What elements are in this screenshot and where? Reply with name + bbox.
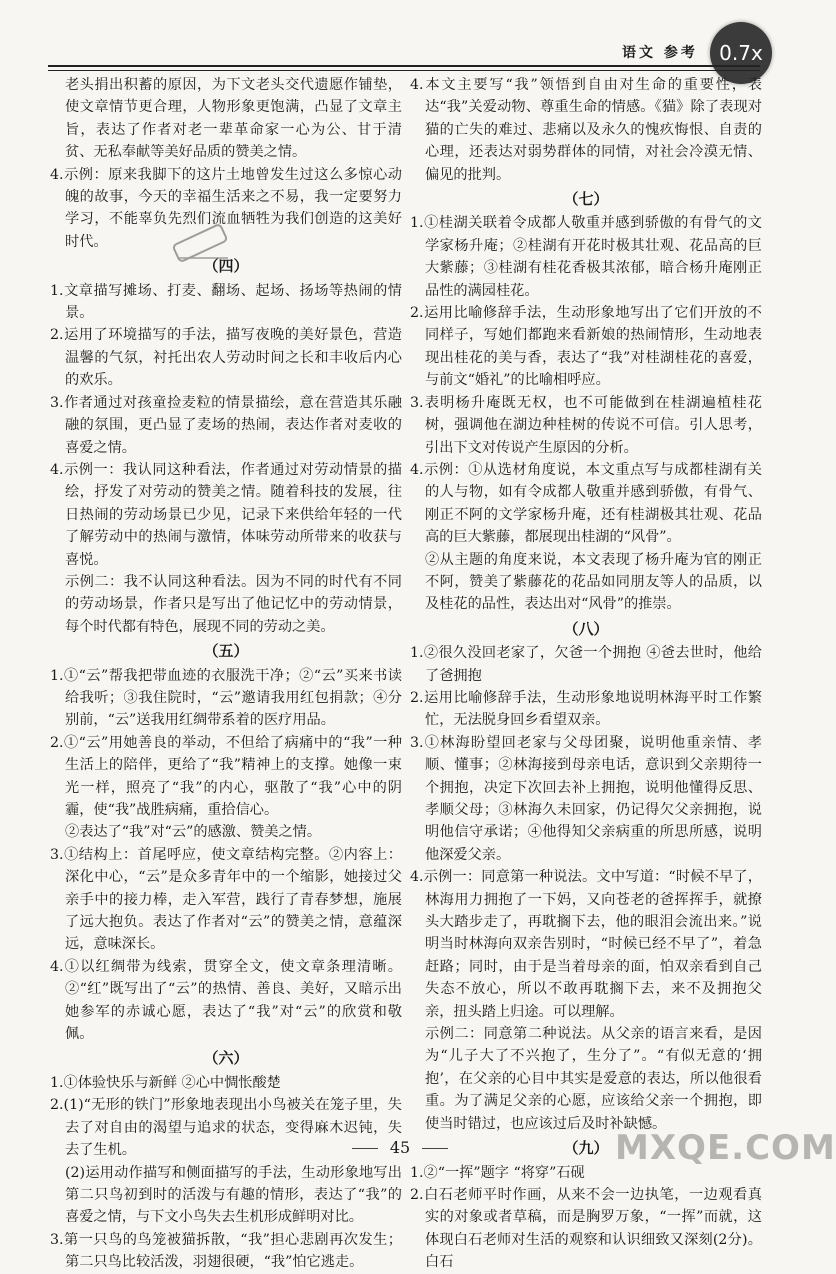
answer-paragraph: 4.示例一：我认同这种看法，作者通过对劳动情景的描绘，抒发了对劳动的赞美之情。随着科技的发展，往日热闹的劳动场景已少见，记录下来供给年轻的一代了解劳动中的热闹与激情，体味劳动所带来的收获与喜悦。 bbox=[50, 461, 402, 568]
answer-paragraph: 4.示例：原来我脚下的这片土地曾发生过这么多惊心动魄的故事，今天的幸福生活来之不易，我一定要努力学习，不能辜负先烈们流血牺牲为我们创造的这美好时代。 bbox=[50, 166, 402, 250]
answer-paragraph: 3.第一只鸟的鸟笼被猫拆散，“我”担心悲剧再次发生；第二只鸟比较活泼，羽翅很硬，“我”怕它逃走。 bbox=[50, 1231, 402, 1271]
site-watermark: MXQE.COM bbox=[615, 1128, 836, 1168]
section-heading: （八） bbox=[563, 619, 609, 638]
section-heading: （四） bbox=[203, 257, 249, 276]
section-heading: （九） bbox=[563, 1139, 609, 1158]
answer-paragraph: 4.①以红绸带为线索，贯穿全文，使文章条理清晰。②“红”既写出了“云”的热情、善良、美好，又暗示出她参军的赤诚心愿，表达了“我”对“云”的欣赏和敬佩。 bbox=[50, 958, 402, 1043]
page-number-value: 45 bbox=[389, 1138, 411, 1157]
answer-paragraph: 2.运用比喻修辞手法，生动形象地写出了它们开放的不同样子，写她们都跑来看新娘的热闹情形，生动地表现出桂花的美与香，表达了“我”对桂湖桂花的喜爱，与前文“婚礼”的比喻相呼应。 bbox=[410, 305, 762, 389]
answer-paragraph: (2)运用动作描写和侧面描写的手法，生动形象地写出第二只鸟初到时的活泼与有趣的情形，表达了“我”的喜爱之情，与下文小鸟失去生机形成鲜明对比。 bbox=[65, 1164, 402, 1226]
answer-paragraph: 2.运用了环境描写的手法，描写夜晚的美好景色，营造温馨的气氛，衬托出农人劳动时间之长和丰收后内心的欢乐。 bbox=[50, 327, 402, 389]
section-heading: （五） bbox=[203, 642, 249, 661]
answer-paragraph: ②从主题的角度来说，本文表现了杨升庵为官的刚正不阿，赞美了紫藤花的花品如同朋友等人的品质，以及桂花的品性，表达出对“风骨”的推崇。 bbox=[425, 551, 762, 613]
header-rule bbox=[48, 65, 760, 71]
answer-paragraph: 1.文章描写摊场、打麦、翻场、起场、扬场等热闹的情景。 bbox=[50, 282, 402, 322]
section-heading: （七） bbox=[563, 190, 609, 209]
answer-paragraph: 老头捐出积蓄的原因，为下文老头交代遗愿作铺垫，使文章情节更合理，人物形象更饱满，凸显了文章主旨，表达了作者对老一辈革命家一心为公、甘于清贫、无私奉献等美好品质的赞美之情。 bbox=[65, 77, 402, 161]
answer-paragraph: 2.白石老师平时作画，从来不会一边执笔，一边观看真实的对象或者草稿，而是胸罗万象，“一挥”而就，这体现白石老师对生活的观察和认识细致又深刻(2分)。白石 bbox=[410, 1186, 762, 1271]
section-heading: （六） bbox=[203, 1049, 249, 1068]
answer-paragraph: 4.示例：①从选材角度说，本文重点写与成都桂湖有关的人与物，如有令成都人敬重并感到骄傲，有骨气、刚正不阿的文学家杨升庵，还有桂湖极其壮观、花品高的巨大紫藤，都展现出桂湖的“风骨”。 bbox=[410, 461, 762, 546]
answer-paragraph: 4.示例一：同意第一种说法。文中写道：“时候不早了，林海用力拥抱了一下妈，又向苍老的爸挥挥手，就撩头大踏步走了，再耽搁下去，他的眼泪会流出来。”说明当时林海向双亲告别时，“时候已经不早了”，着急赶路；同时，由于是当着母亲的面，怕双亲看到自己失态不放心，所以不敢再耽搁下去，来不及拥抱父亲，扭头踏上归途。可以理解。 bbox=[410, 869, 762, 1020]
answer-paragraph: 3.①林海盼望回老家与父母团聚，说明他重亲情、孝顺、懂事；②林海接到母亲电话，意识到父亲期待一个拥抱，决定下次回去补上拥抱，说明他懂得反思、孝顺父母；③林海久未回家，仍记得欠父亲拥抱，说明他信守承诺；④他得知父亲病重的所思所感，说明他深爱父亲。 bbox=[410, 734, 762, 863]
answer-paragraph: 示例二：我不认同这种看法。因为不同的时代有不同的劳动场景，作者只是写出了他记忆中的劳动情景，每个时代都有特色，展现不同的劳动之美。 bbox=[65, 573, 402, 635]
answer-paragraph: 4.本文主要写“我”领悟到自由对生命的重要性，表达“我”关爱动物、尊重生命的情感。《猫》除了表现对猫的亡失的难过、悲痛以及永久的愧疚悔恨、自责的心理，还表达对弱势群体的同情，对社会冷漠无情、偏见的批判。 bbox=[410, 77, 762, 183]
answer-paragraph: 2.运用比喻修辞手法，生动形象地说明林海平时工作繁忙，无法脱身回乡看望双亲。 bbox=[410, 689, 762, 729]
answer-paragraph: 2.①“云”用她善良的举动，不但给了病痛中的“我”一种生活上的陪伴，更给了“我”精神上的支撑。她像一束光一样，照亮了“我”的内心，驱散了“我”心中的阴霾，使“我”战胜病痛，重拾信心。 bbox=[50, 734, 402, 818]
answer-paragraph: ②表达了“我”对“云”的感激、赞美之情。 bbox=[65, 824, 322, 841]
playback-speed-badge[interactable]: 0.7x bbox=[710, 22, 772, 84]
header-subject: 语文 参考 bbox=[622, 45, 698, 61]
answer-paragraph: 2.(1)“无形的铁门”形象地表现出小鸟被关在笼子里，失去了对自由的渴望与追求的状态，变得麻木迟钝，失去了生机。 bbox=[50, 1097, 402, 1159]
answer-column-left bbox=[50, 74, 402, 1274]
answer-paragraph: 1.②“一挥”题字 “将穿”石砚 bbox=[410, 1164, 585, 1181]
answer-paragraph: 1.①“云”帮我把带血迹的衣服洗干净；②“云”买来书读给我听；③我住院时，“云”邀请我用红包捐款；④分别前，“云”送我用红绸带系着的医疗用品。 bbox=[50, 667, 402, 729]
answer-paragraph: 3.①结构上：首尾呼应，使文章结构完整。②内容上：深化中心，“云”是众多青年中的一个缩影，她接过父亲手中的接力棒，走入军营，践行了青春梦想，施展了远大抱负。表达了作者对“云”的赞美之情，意蕴深远，意味深长。 bbox=[50, 846, 402, 953]
answer-paragraph: 1.①体验快乐与新鲜 ②心中惆怅酸楚 bbox=[50, 1074, 281, 1091]
answer-paragraph: 1.②很久没回老家了，欠爸一个拥抱 ④爸去世时，他给了爸拥抱 bbox=[410, 645, 762, 684]
answer-paragraph: 3.表明杨升庵既无权，也不可能做到在桂湖遍植桂花树，强调他在湖边种桂树的传说不可信。引人思考，引出下文对传说产生原因的分析。 bbox=[410, 394, 762, 456]
answer-column-right bbox=[410, 74, 762, 1274]
answer-paragraph: 1.①桂湖关联着令成都人敬重并感到骄傲的有骨气的文学家杨升庵；②桂湖有开花时极其壮观、花品高的巨大紫藤；③桂湖有桂花香极其浓郁，暗合杨升庵刚正品性的满园桂花。 bbox=[410, 215, 762, 299]
answer-paragraph: 示例二：同意第二种说法。从父亲的语言来看，是因为“儿子大了不兴抱了，生分了”。“有似无意的‘拥抱’，在父亲的心目中其实是爱意的表达，所以他很看重。为了满足父亲的心愿，应该给父亲一个拥抱，即使当时错过，也应该过后及时补缺憾。 bbox=[425, 1026, 762, 1132]
answer-paragraph: 3.作者通过对孩童捡麦粒的情景描绘，意在营造其乐融融的氛围，更凸显了麦场的热闹，表达作者对麦收的喜爱之情。 bbox=[50, 394, 402, 456]
